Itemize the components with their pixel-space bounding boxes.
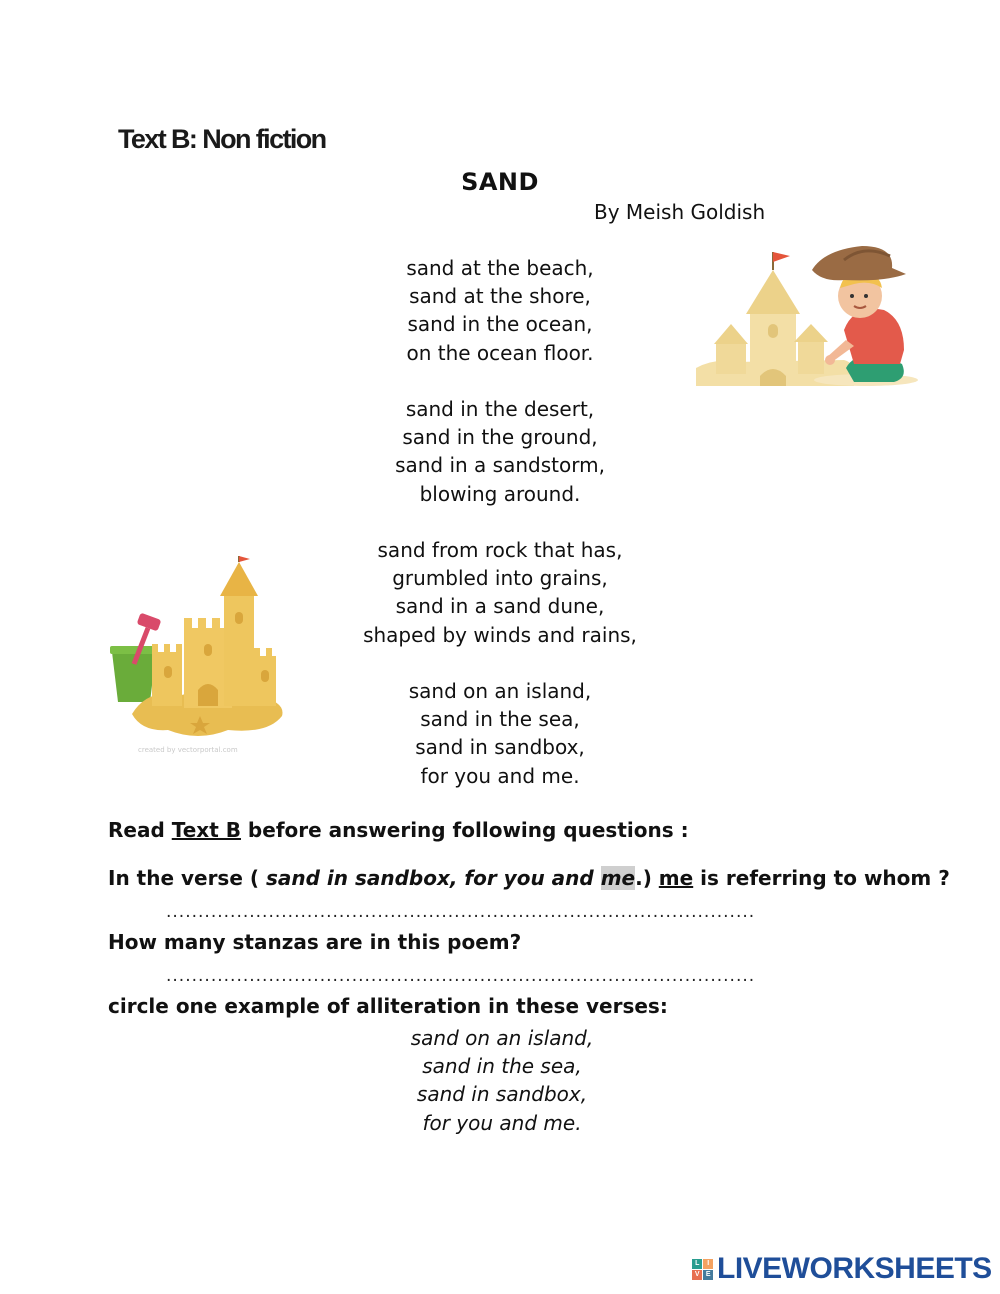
alliteration-excerpt	[300, 1024, 704, 1137]
poem-title: SAND	[461, 168, 539, 196]
stanza-2	[300, 395, 700, 508]
answer-field-2[interactable]: ............................................................................................	[166, 966, 756, 986]
poem-line: sand in the desert,	[405, 397, 595, 421]
question-1-pre: In the verse (	[108, 866, 266, 890]
logo-grid-letter: E	[703, 1270, 713, 1280]
illustration-credit: created by vectorportal.com	[138, 746, 238, 754]
poem-line: sand in a sandstorm,	[395, 453, 605, 478]
poem-line: for you and me.	[420, 763, 580, 788]
excerpt-line[interactable]: for you and me.	[422, 1110, 582, 1135]
instructions-post: before answering following questions :	[240, 818, 689, 842]
poem-line: sand in the ocean,	[407, 312, 593, 337]
stanza-1	[300, 254, 700, 367]
sandcastle-with-bucket-and-shovel-illustration	[108, 556, 288, 756]
question-1-word: me	[658, 866, 694, 890]
poem-line: sand in the sea,	[420, 707, 580, 732]
stanza-4	[300, 677, 700, 790]
question-3: circle one example of alliteration in these verses:	[108, 994, 668, 1018]
poem-line: grumbled into grains,	[392, 566, 608, 591]
question-1-verse: sand in sandbox, for you and	[265, 866, 601, 890]
question-1-post: is referring to whom ?	[693, 866, 950, 890]
poem-line: on the ocean floor.	[406, 340, 594, 365]
logo-icon	[692, 1259, 713, 1280]
question-1-close: .)	[635, 866, 659, 890]
excerpt-line[interactable]: sand on an island,	[410, 1026, 594, 1050]
boy-building-sandcastle-illustration	[694, 240, 920, 390]
excerpt-line[interactable]: sand in the sea,	[422, 1054, 582, 1079]
poem-line: blowing around.	[419, 481, 581, 506]
logo-grid-letter: I	[703, 1259, 713, 1269]
instructions	[108, 818, 689, 842]
instructions-pre: Read	[108, 818, 172, 842]
poem-line: sand from rock that has,	[377, 538, 623, 562]
stanza-3	[300, 536, 700, 649]
liveworksheets-logo	[692, 1252, 992, 1286]
question-1	[108, 866, 950, 890]
poem-line: sand at the shore,	[409, 284, 591, 309]
poem-line: shaped by winds and rains,	[363, 622, 637, 647]
logo-grid-letter: L	[692, 1259, 702, 1269]
poem-line: sand in sandbox,	[415, 735, 585, 760]
poem-line: sand at the beach,	[406, 256, 594, 280]
section-heading: Text B: Non fiction	[118, 124, 326, 154]
text-b-reference: Text B	[171, 818, 241, 842]
poem-line: sand in a sand dune,	[395, 594, 605, 619]
excerpt-line[interactable]: sand in sandbox,	[416, 1082, 588, 1107]
logo-text: LIVEWORKSHEETS	[717, 1252, 992, 1285]
poem-body	[300, 254, 700, 818]
poem-author: By Meish Goldish	[594, 200, 766, 224]
logo-grid-letter: V	[692, 1270, 702, 1280]
question-2: How many stanzas are in this poem?	[108, 930, 522, 954]
answer-field-1[interactable]: ............................................................................................	[166, 902, 756, 922]
poem-line: sand on an island,	[408, 679, 592, 703]
highlighted-word: me	[600, 866, 636, 890]
poem-line: sand in the ground,	[402, 425, 598, 450]
